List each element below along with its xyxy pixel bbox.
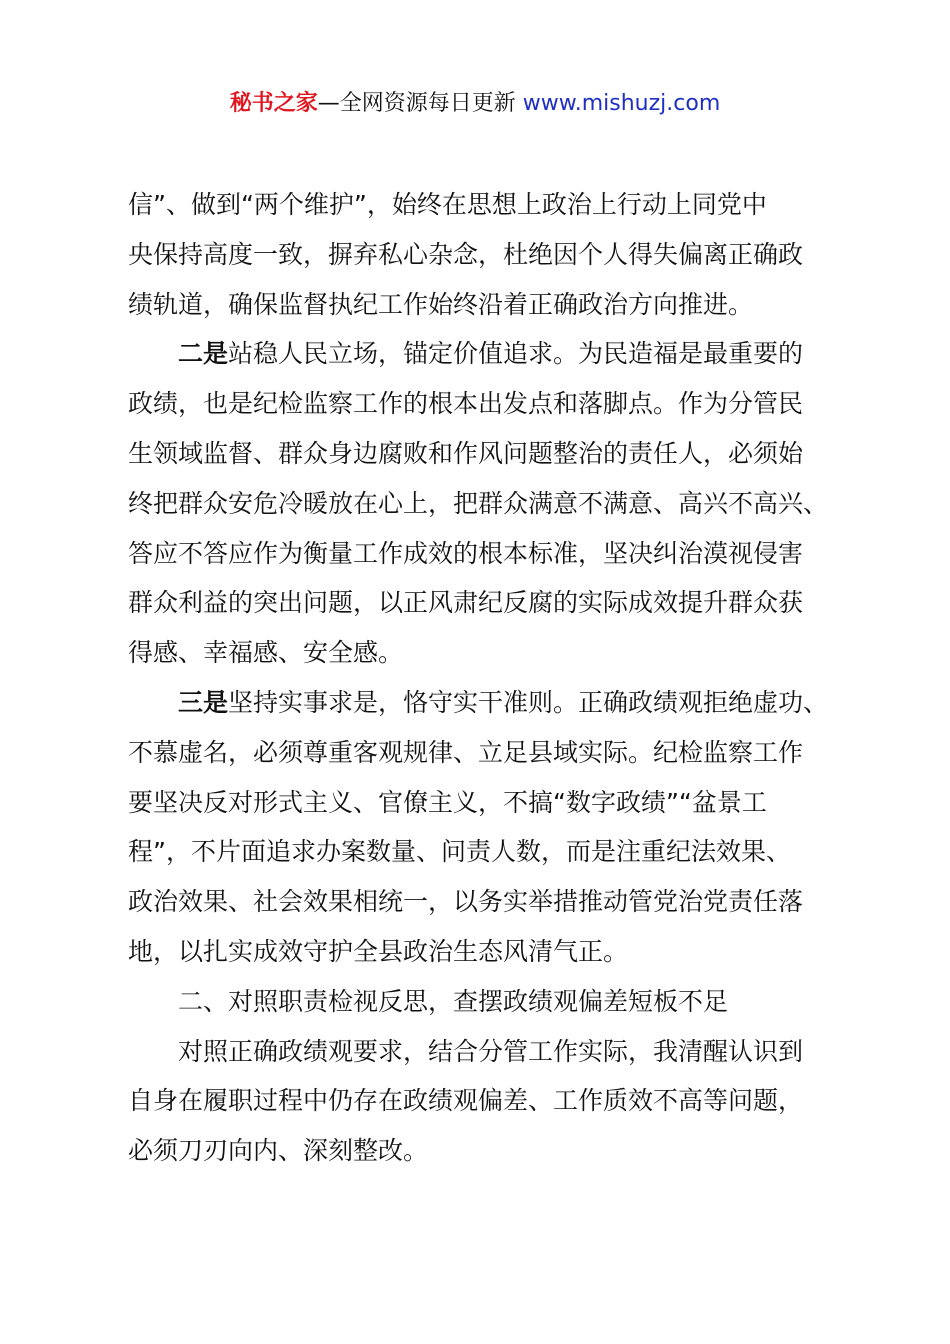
paragraph-2-line: 政绩，也是纪检监察工作的根本出发点和落脚点。作为分管民 <box>128 389 804 419</box>
paragraph-2-first-text: 站稳人民立场，锚定价值追求。为民造福是最重要的 <box>228 339 804 369</box>
paragraph-4-line: 对照正确政绩观要求，结合分管工作实际，我清醒认识到 <box>178 1036 804 1066</box>
document-body <box>128 180 848 1176</box>
paragraph-3-first-line <box>128 678 848 728</box>
paragraph-2-line: 生领域监督、群众身边腐败和作风问题整治的责任人，必须始 <box>128 438 804 468</box>
paragraph-2-line: 终把群众安危冷暖放在心上，把群众满意不满意、高兴不高兴、 <box>128 488 829 518</box>
paragraph-2-line: 得感、幸福感、安全感。 <box>128 638 404 668</box>
brand-name: 秘书之家 <box>229 91 318 116</box>
paragraph-1-line: 信”、做到“两个维护”，始终在思想上政治上行动上同党中 <box>128 190 767 219</box>
paragraph-2-lead: 二是 <box>178 339 229 369</box>
header-slogan: —全网资源每日更新 <box>317 91 523 116</box>
paragraph-4-line: 必须刀刃向内、深刻整改。 <box>128 1136 429 1166</box>
paragraph-3-lead: 三是 <box>178 687 229 717</box>
paragraph-2-line: 答应不答应作为衡量工作成效的根本标准，坚决纠治漠视侵害 <box>128 538 804 568</box>
site-url-link[interactable]: www.mishuzj.com <box>522 91 721 116</box>
paragraph-3-line: 政治效果、社会效果相统一，以务实举措推动管党治党责任落 <box>128 887 804 917</box>
paragraph-2-line: 群众利益的突出问题，以正风肃纪反腐的实际成效提升群众获 <box>128 588 804 618</box>
paragraph-2-first-line <box>128 329 848 379</box>
paragraph-4-line: 自身在履职过程中仍存在政绩观偏差、工作质效不高等问题， <box>128 1086 804 1116</box>
paragraph-3-first-text: 坚持实事求是，恪守实干准则。正确政绩观拒绝虚功、 <box>228 687 829 717</box>
paragraph-3-line: 地，以扎实成效守护全县政治生态风清气正。 <box>128 936 629 966</box>
paragraph-1-line: 央保持高度一致，摒弃私心杂念，杜绝因个人得失偏离正确政 <box>128 239 804 269</box>
paragraph-3-line: 要坚决反对形式主义、官僚主义，不搞“数字政绩”“盆景工 <box>128 787 767 817</box>
paragraph-1-line: 绩轨道，确保监督执纪工作始终沿着正确政治方向推进。 <box>128 289 754 319</box>
paragraph-3-line: 不慕虚名，必须尊重客观规律、立足县域实际。纪检监察工作 <box>128 737 804 767</box>
section-heading: 二、对照职责检视反思，查摆政绩观偏差短板不足 <box>178 986 729 1016</box>
paragraph-3-line: 程”，不片面追求办案数量、问责人数，而是注重纪法效果、 <box>128 837 791 867</box>
page-header <box>0 88 950 120</box>
